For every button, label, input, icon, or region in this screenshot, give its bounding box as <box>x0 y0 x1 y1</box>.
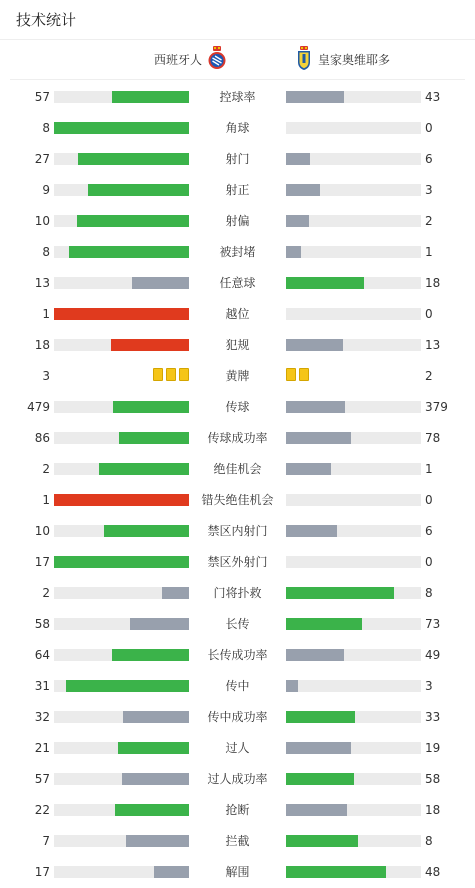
yellow-card-icon <box>153 368 163 381</box>
away-bar-track <box>286 401 421 413</box>
home-bar-track <box>54 246 189 258</box>
away-value: 3 <box>425 183 433 197</box>
stat-label: 射门 <box>225 152 250 166</box>
home-bar-track <box>54 277 189 289</box>
home-bar-fill <box>123 711 189 723</box>
yellow-card-icon <box>179 368 189 381</box>
home-bar-fill <box>54 556 189 568</box>
away-bar-track <box>286 804 421 816</box>
home-yellow-cards <box>153 368 189 382</box>
stat-row <box>0 304 475 324</box>
away-bar-fill <box>286 432 351 444</box>
teams-header <box>10 40 465 80</box>
away-bar-fill <box>286 339 343 351</box>
title-bar <box>0 0 475 40</box>
away-bar-fill <box>286 587 394 599</box>
stat-label: 犯规 <box>225 338 250 352</box>
home-bar-fill <box>126 835 189 847</box>
yellow-card-icon <box>166 368 176 381</box>
away-bar-fill <box>286 618 362 630</box>
stat-row <box>0 211 475 231</box>
home-bar-fill <box>119 432 189 444</box>
away-bar-track <box>286 339 421 351</box>
home-value: 21 <box>34 741 50 755</box>
home-bar-track <box>54 401 189 413</box>
home-bar-track <box>54 866 189 878</box>
home-value: 18 <box>34 338 50 352</box>
home-bar-fill <box>130 618 189 630</box>
home-value: 32 <box>34 710 50 724</box>
stat-row <box>0 428 475 448</box>
stat-label: 禁区外射门 <box>207 555 268 569</box>
home-bar-track <box>54 463 189 475</box>
away-bar-track <box>286 587 421 599</box>
home-bar-fill <box>132 277 189 289</box>
home-bar-track <box>54 742 189 754</box>
home-bar-track <box>54 618 189 630</box>
away-value: 18 <box>425 276 441 290</box>
home-value: 27 <box>34 152 50 166</box>
home-bar-fill <box>78 153 189 165</box>
stat-label: 过人 <box>225 741 250 755</box>
home-bar-track <box>54 215 189 227</box>
away-value: 78 <box>425 431 441 445</box>
home-bar-fill <box>111 339 189 351</box>
away-bar-fill <box>286 463 331 475</box>
home-bar-fill <box>118 742 190 754</box>
page-title: 技术统计 <box>16 11 77 29</box>
stat-row <box>0 273 475 293</box>
stat-label: 长传 <box>225 617 250 631</box>
away-value: 6 <box>425 152 433 166</box>
stat-row <box>0 87 475 107</box>
away-bar-fill <box>286 401 345 413</box>
away-value: 73 <box>425 617 441 631</box>
away-bar-track <box>286 649 421 661</box>
stat-row <box>0 707 475 727</box>
yellow-card-icon <box>286 368 296 381</box>
away-bar-track <box>286 122 421 134</box>
away-value: 18 <box>425 803 441 817</box>
away-value: 2 <box>425 214 433 228</box>
away-value: 8 <box>425 586 433 600</box>
away-bar-track <box>286 432 421 444</box>
away-value: 0 <box>425 121 433 135</box>
away-bar-fill <box>286 277 364 289</box>
stat-row <box>0 800 475 820</box>
stat-label: 射正 <box>225 183 250 197</box>
home-value: 10 <box>34 214 50 228</box>
away-value: 8 <box>425 834 433 848</box>
stat-label: 被封堵 <box>219 245 256 259</box>
home-bar-fill <box>99 463 190 475</box>
home-team-name: 西班牙人 <box>153 53 202 67</box>
away-bar-track <box>286 835 421 847</box>
away-team-name: 皇家奥维耶多 <box>318 53 391 67</box>
home-bar-track <box>54 91 189 103</box>
stat-label: 长传成功率 <box>207 648 268 662</box>
away-bar-track <box>286 277 421 289</box>
stat-label: 绝佳机会 <box>213 462 262 476</box>
away-bar-fill <box>286 742 351 754</box>
home-bar-fill <box>122 773 190 785</box>
stat-label: 抢断 <box>225 803 250 817</box>
away-value: 0 <box>425 307 433 321</box>
stat-label: 射偏 <box>225 214 250 228</box>
home-value: 1 <box>42 493 50 507</box>
stat-row <box>0 645 475 665</box>
home-bar-track <box>54 649 189 661</box>
away-bar-fill <box>286 711 355 723</box>
home-bar-fill <box>104 525 189 537</box>
home-value: 86 <box>34 431 50 445</box>
home-value: 7 <box>42 834 50 848</box>
stat-row <box>0 769 475 789</box>
away-bar-track <box>286 494 421 506</box>
away-bar-fill <box>286 91 344 103</box>
stat-row <box>0 242 475 262</box>
away-bar-track <box>286 711 421 723</box>
home-value: 17 <box>34 865 50 879</box>
stat-label: 解围 <box>225 865 250 879</box>
home-value: 17 <box>34 555 50 569</box>
home-bar-fill <box>54 122 189 134</box>
home-bar-track <box>54 804 189 816</box>
away-bar-track <box>286 525 421 537</box>
away-bar-fill <box>286 649 344 661</box>
stat-label: 越位 <box>225 307 250 321</box>
stat-row <box>0 831 475 851</box>
stat-row <box>0 397 475 417</box>
away-bar-track <box>286 153 421 165</box>
espanyol-crest-icon <box>208 46 226 74</box>
stat-row <box>0 862 475 882</box>
stat-label: 控球率 <box>219 90 256 104</box>
stat-row <box>0 521 475 541</box>
stat-row <box>0 614 475 634</box>
home-value: 57 <box>34 772 50 786</box>
stat-label: 门将扑救 <box>213 586 262 600</box>
stat-label: 传中成功率 <box>207 710 268 724</box>
stat-row <box>0 459 475 479</box>
away-bar-track <box>286 215 421 227</box>
away-value: 1 <box>425 462 433 476</box>
home-value: 58 <box>34 617 50 631</box>
home-value: 10 <box>34 524 50 538</box>
away-value: 19 <box>425 741 441 755</box>
away-value: 3 <box>425 679 433 693</box>
stat-label: 拦截 <box>225 834 250 848</box>
home-bar-track <box>54 184 189 196</box>
home-bar-track <box>54 339 189 351</box>
home-team[interactable] <box>10 46 226 74</box>
home-bar-track <box>54 153 189 165</box>
home-value: 57 <box>34 90 50 104</box>
away-value: 33 <box>425 710 441 724</box>
stat-label: 传中 <box>225 679 250 693</box>
stat-label: 黄牌 <box>225 369 250 383</box>
home-bar-fill <box>112 649 189 661</box>
away-bar-track <box>286 680 421 692</box>
away-bar-fill <box>286 153 310 165</box>
home-bar-fill <box>154 866 189 878</box>
home-value: 2 <box>42 462 50 476</box>
home-bar-track <box>54 122 189 134</box>
home-bar-fill <box>162 587 189 599</box>
away-team[interactable] <box>226 46 465 74</box>
stat-row <box>0 149 475 169</box>
away-value: 0 <box>425 555 433 569</box>
away-value: 48 <box>425 865 441 879</box>
stat-row <box>0 490 475 510</box>
away-bar-track <box>286 556 421 568</box>
stat-label: 禁区内射门 <box>207 524 268 538</box>
home-bar-track <box>54 556 189 568</box>
home-value: 8 <box>42 245 50 259</box>
away-bar-fill <box>286 866 386 878</box>
away-value: 6 <box>425 524 433 538</box>
away-bar-track <box>286 773 421 785</box>
stat-label: 传球成功率 <box>207 431 268 445</box>
stat-row <box>0 583 475 603</box>
away-value: 43 <box>425 90 441 104</box>
away-bar-track <box>286 91 421 103</box>
away-bar-fill <box>286 680 298 692</box>
home-bar-track <box>54 432 189 444</box>
home-bar-track <box>54 308 189 320</box>
stat-label: 错失绝佳机会 <box>201 493 274 507</box>
away-value: 379 <box>425 400 448 414</box>
away-bar-track <box>286 246 421 258</box>
home-value: 64 <box>34 648 50 662</box>
away-value: 1 <box>425 245 433 259</box>
away-bar-track <box>286 742 421 754</box>
home-value: 3 <box>42 369 50 383</box>
home-bar-fill <box>113 401 189 413</box>
away-value: 2 <box>425 369 433 383</box>
home-value: 22 <box>34 803 50 817</box>
home-bar-track <box>54 773 189 785</box>
away-value: 13 <box>425 338 441 352</box>
home-bar-track <box>54 711 189 723</box>
home-bar-track <box>54 525 189 537</box>
away-bar-fill <box>286 215 309 227</box>
away-bar-track <box>286 618 421 630</box>
home-value: 479 <box>27 400 50 414</box>
away-bar-fill <box>286 835 358 847</box>
oviedo-crest-icon <box>296 46 312 74</box>
home-bar-fill <box>115 804 189 816</box>
stat-row <box>0 366 475 386</box>
away-bar-track <box>286 866 421 878</box>
home-value: 31 <box>34 679 50 693</box>
yellow-card-icon <box>299 368 309 381</box>
home-value: 8 <box>42 121 50 135</box>
home-value: 13 <box>34 276 50 290</box>
stat-row <box>0 180 475 200</box>
stat-row <box>0 676 475 696</box>
away-bar-fill <box>286 804 347 816</box>
home-bar-fill <box>69 246 189 258</box>
away-bar-fill <box>286 525 337 537</box>
away-value: 0 <box>425 493 433 507</box>
away-value: 49 <box>425 648 441 662</box>
home-bar-fill <box>112 91 189 103</box>
away-yellow-cards <box>286 368 309 382</box>
away-bar-fill <box>286 246 301 258</box>
home-bar-fill <box>77 215 189 227</box>
stat-row <box>0 335 475 355</box>
home-value: 1 <box>42 307 50 321</box>
away-bar-track <box>286 308 421 320</box>
home-bar-track <box>54 494 189 506</box>
away-bar-track <box>286 184 421 196</box>
home-bar-fill <box>54 494 189 506</box>
home-bar-track <box>54 587 189 599</box>
stat-label: 角球 <box>225 121 250 135</box>
stat-label: 传球 <box>225 400 250 414</box>
stat-row <box>0 552 475 572</box>
home-bar-track <box>54 835 189 847</box>
stat-row <box>0 118 475 138</box>
stat-row <box>0 738 475 758</box>
home-bar-track <box>54 680 189 692</box>
away-bar-fill <box>286 184 320 196</box>
away-value: 58 <box>425 772 441 786</box>
home-bar-fill <box>88 184 189 196</box>
stat-label: 过人成功率 <box>207 772 268 786</box>
home-bar-fill <box>66 680 189 692</box>
home-value: 9 <box>42 183 50 197</box>
away-bar-fill <box>286 773 354 785</box>
away-bar-track <box>286 463 421 475</box>
stat-label: 任意球 <box>219 276 256 290</box>
home-bar-fill <box>54 308 189 320</box>
home-value: 2 <box>42 586 50 600</box>
